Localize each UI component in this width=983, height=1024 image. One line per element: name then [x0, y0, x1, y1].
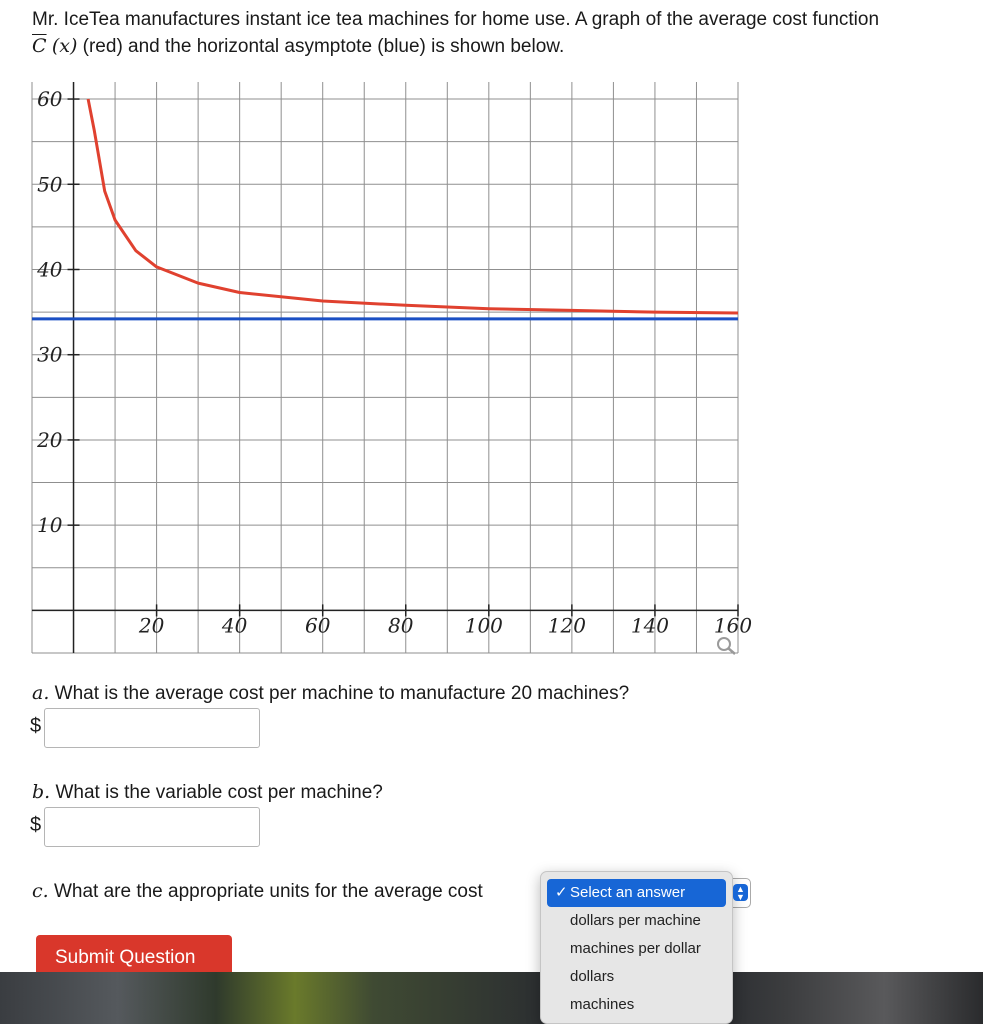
x-tick-label: 80	[388, 613, 414, 638]
x-tick-label: 140	[630, 613, 670, 638]
x-tick-label: 20	[138, 613, 165, 638]
y-tick-label: 50	[37, 172, 63, 197]
x-tick-label: 60	[304, 613, 331, 638]
average-cost-variable: (x)	[51, 35, 78, 57]
dropdown-option-machines[interactable]: machines	[570, 996, 635, 1013]
question-b: b. What is the variable cost per machine?	[32, 781, 383, 803]
units-dropdown-menu[interactable]	[540, 871, 733, 1024]
average-cost-symbol: $\overline{C}$	[32, 35, 47, 57]
question-a: a. What is the average cost per machine to manufacture 20 machines?	[32, 682, 630, 704]
checkmark-icon: ✓	[555, 884, 568, 901]
y-tick-label: 40	[37, 257, 63, 282]
x-tick-label: 100	[464, 613, 503, 638]
dropdown-option-dollars-per-machine[interactable]: dollars per machine	[570, 912, 701, 929]
question-c: c. What are the appropriate units for the average cost	[32, 880, 483, 902]
y-tick-label: 20	[37, 427, 63, 452]
answer-a-input[interactable]	[44, 708, 260, 748]
dropdown-option-machines-per-dollar[interactable]: machines per dollar	[570, 940, 701, 957]
y-tick-label: 10	[37, 513, 63, 538]
x-tick-label: 120	[547, 613, 586, 638]
y-tick-label: 60	[37, 87, 63, 112]
magnifier-icon[interactable]	[715, 636, 741, 656]
intro-text: Mr. IceTea manufactures instant ice tea machines for home use. A graph of the average cost function $\overline{C}$ (x) (red) and the horizontal asymptote (blue) is shown below.	[32, 6, 982, 60]
dropdown-option-selected[interactable]: ✓ Select an answer	[547, 879, 726, 907]
dropdown-option-dollars[interactable]: dollars	[570, 968, 615, 985]
y-tick-label: 30	[37, 342, 63, 367]
average-cost-curve	[88, 99, 738, 313]
currency-symbol-b: $	[30, 814, 42, 836]
answer-b-input[interactable]	[44, 807, 260, 847]
currency-symbol-a: $	[30, 715, 42, 737]
select-stepper-icon[interactable]: ▲ ▼	[733, 884, 748, 901]
x-tick-label: 160	[713, 613, 753, 638]
submit-question-button[interactable]: Submit Question	[36, 935, 232, 981]
background-photo	[0, 972, 983, 1024]
average-cost-graph	[0, 78, 760, 658]
x-tick-label: 40	[221, 613, 248, 638]
